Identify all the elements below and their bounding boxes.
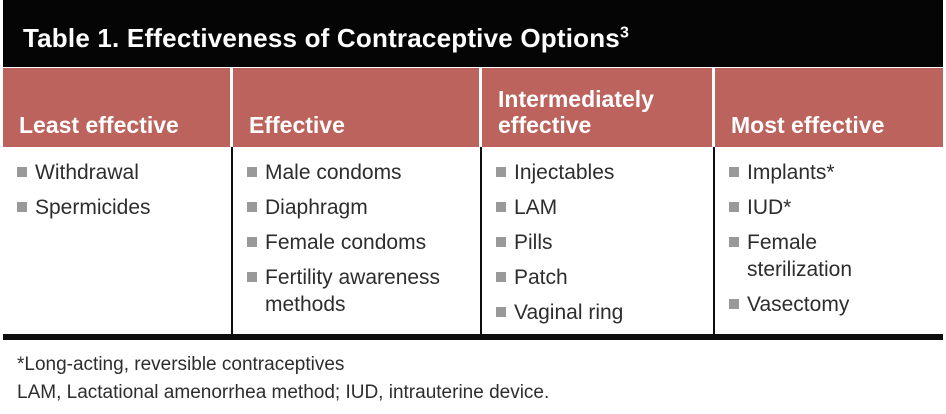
- list-item-label: Injectables: [514, 161, 615, 184]
- list-item-label: LAM: [514, 196, 558, 219]
- column-header-effective: [233, 68, 479, 147]
- list-item: [496, 264, 688, 291]
- list-item: [496, 299, 688, 326]
- table-title-bar: [3, 0, 943, 67]
- footnote-larc-definition: *Long-acting, reversible contraceptives: [17, 354, 345, 375]
- bullet-square-icon: [17, 202, 27, 212]
- bullet-square-icon: [496, 272, 506, 282]
- bullet-square-icon: [247, 272, 257, 282]
- list-item-label: Diaphragm: [265, 196, 368, 219]
- list-item-label: Vaginal ring: [514, 301, 624, 324]
- list-item-label: Female sterilization: [747, 231, 853, 281]
- table-footnotes: [0, 340, 946, 407]
- column-header-most-effective: [715, 68, 943, 147]
- method-list: [247, 159, 455, 318]
- bullet-square-icon: [496, 167, 506, 177]
- contraceptive-effectiveness-table: [3, 0, 943, 340]
- column-header-row: [3, 67, 943, 147]
- footnote-abbreviations: LAM, Lactational amenorrhea method; IUD, intrauterine device.: [17, 382, 550, 403]
- column-header-label: Intermediately effective: [498, 86, 654, 138]
- bullet-square-icon: [729, 202, 739, 212]
- list-item: [729, 229, 919, 283]
- list-item-label: Withdrawal: [35, 161, 139, 184]
- list-item-label: Fertility awareness methods: [265, 266, 441, 316]
- list-item-label: Vasectomy: [747, 293, 850, 316]
- bullet-square-icon: [729, 237, 739, 247]
- list-item: [729, 194, 919, 221]
- list-item-label: Implants*: [747, 161, 835, 184]
- list-item-label: Pills: [514, 231, 553, 254]
- bullet-square-icon: [17, 167, 27, 177]
- table-title: [23, 23, 629, 54]
- bullet-square-icon: [496, 307, 506, 317]
- table-body-row: [3, 147, 943, 334]
- method-list: [17, 159, 206, 221]
- list-item-label: Female condoms: [265, 231, 427, 254]
- bullet-square-icon: [247, 202, 257, 212]
- bullet-square-icon: [496, 237, 506, 247]
- list-item: [247, 159, 455, 186]
- table-title-citation-superscript: 3: [619, 24, 630, 42]
- bullet-square-icon: [247, 167, 257, 177]
- list-item: [247, 229, 455, 256]
- list-item-label: IUD*: [747, 196, 792, 219]
- list-item: [729, 291, 919, 318]
- list-item: [247, 194, 455, 221]
- bullet-square-icon: [729, 299, 739, 309]
- list-item: [729, 159, 919, 186]
- bullet-square-icon: [729, 167, 739, 177]
- list-item-label: Male condoms: [265, 161, 402, 184]
- column-header-least-effective: [3, 68, 230, 147]
- list-item: [496, 229, 688, 256]
- bullet-square-icon: [496, 202, 506, 212]
- method-list: [496, 159, 688, 326]
- list-item-label: Spermicides: [35, 196, 151, 219]
- column-effective: [233, 147, 479, 334]
- column-least-effective: [3, 147, 230, 334]
- column-header-intermediately-effective: [482, 68, 712, 147]
- list-item: [17, 159, 206, 186]
- table-title-text: Table 1. Effectiveness of Contraceptive Options: [23, 23, 620, 53]
- list-item: [247, 264, 455, 318]
- column-intermediately-effective: [482, 147, 712, 334]
- list-item: [496, 194, 688, 221]
- list-item: [17, 194, 206, 221]
- list-item-label: Patch: [514, 266, 568, 289]
- column-header-label: Most effective: [731, 112, 885, 138]
- bullet-square-icon: [247, 237, 257, 247]
- column-most-effective: [715, 147, 943, 334]
- column-header-label: Least effective: [19, 112, 179, 138]
- column-header-label: Effective: [249, 112, 345, 138]
- method-list: [729, 159, 919, 318]
- list-item: [496, 159, 688, 186]
